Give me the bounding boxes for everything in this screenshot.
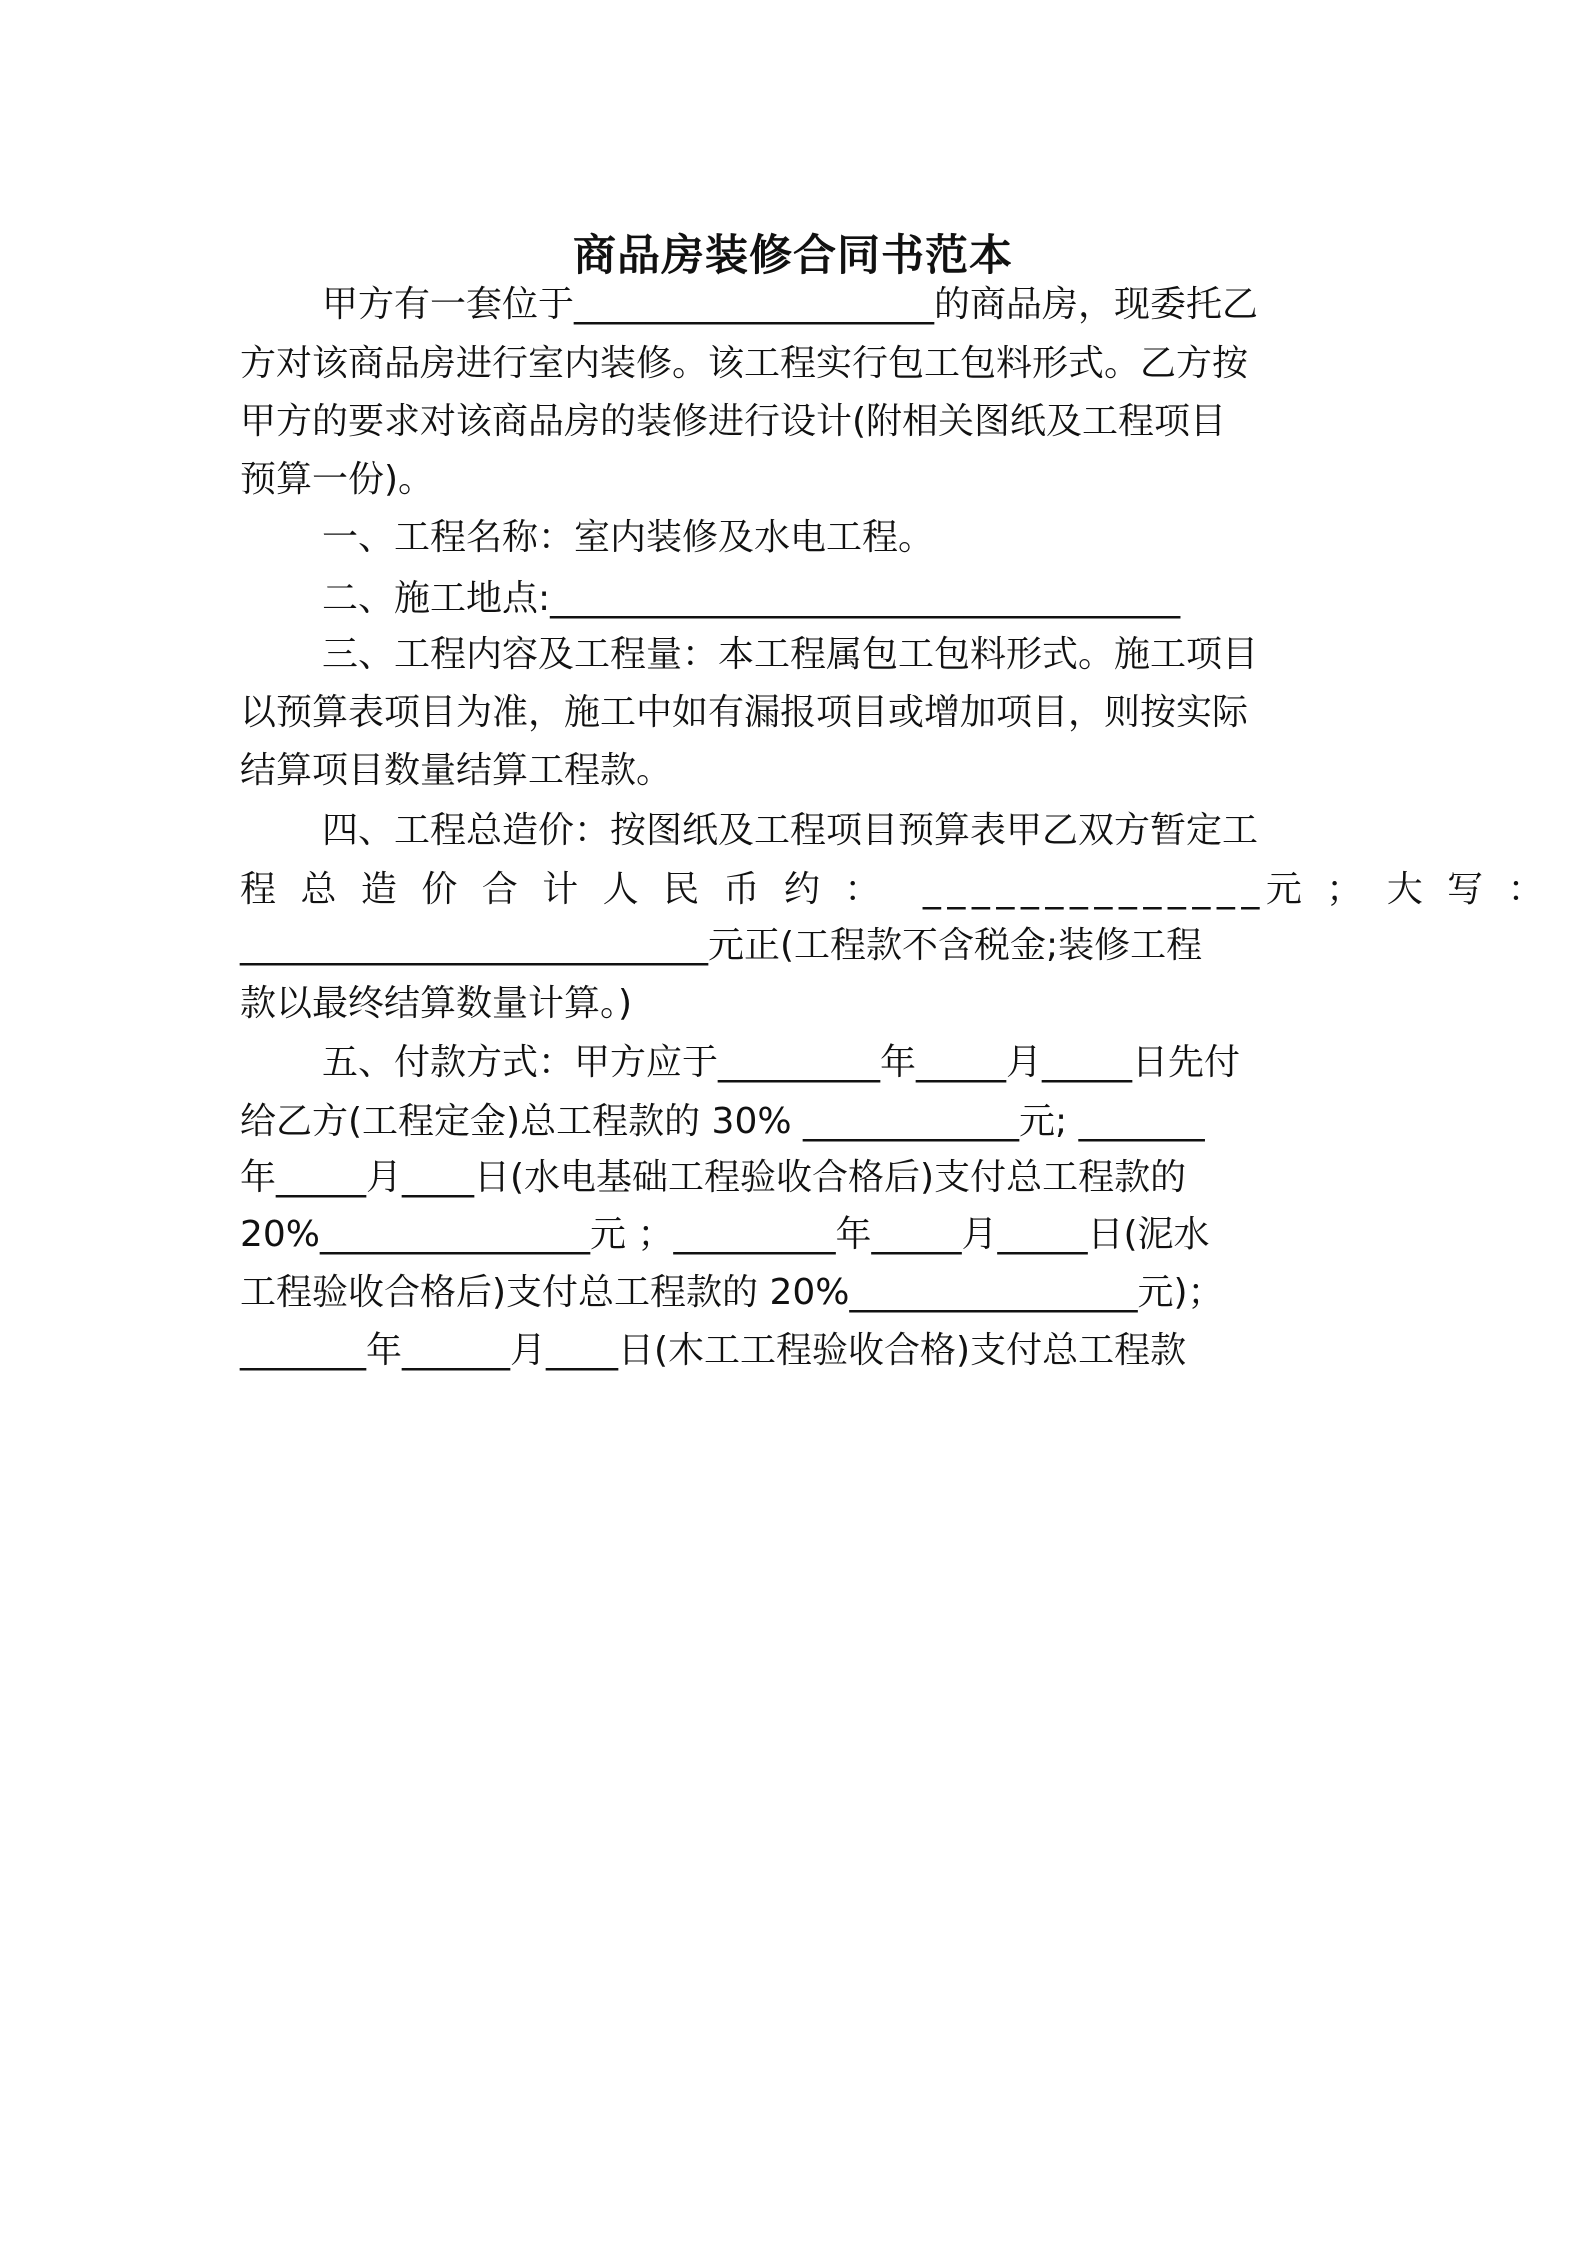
- paragraph-line: 给乙方(工程定金)总工程款的 30% ____________元; _______: [240, 1101, 1205, 1142]
- paragraph-line: 甲方有一套位于____________________的商品房，现委托乙: [322, 284, 1259, 325]
- clause-3-content: 三、工程内容及工程量：本工程属包工包料形式。施工项目: [322, 634, 1259, 675]
- paragraph-line: _______年______月____日(木工工程验收合格)支付总工程款: [240, 1330, 1187, 1371]
- document-title: 商品房装修合同书范本: [573, 231, 1013, 281]
- paragraph-line: 甲方的要求对该商品房的装修进行设计(附相关图纸及工程项目: [240, 401, 1227, 442]
- paragraph-line: 款以最终结算数量计算。): [240, 983, 633, 1024]
- clause-4-total-price: 四、工程总造价：按图纸及工程项目预算表甲乙双方暂定工: [322, 810, 1259, 851]
- paragraph-line: __________________________元正(工程款不含税金;装修工程: [240, 925, 1203, 966]
- paragraph-line: 结算项目数量结算工程款。: [240, 750, 673, 791]
- paragraph-line: 方对该商品房进行室内装修。该工程实行包工包料形式。乙方按: [240, 343, 1249, 384]
- paragraph-line: 以预算表项目为准，施工中如有漏报项目或增加项目，则按实际: [240, 692, 1249, 733]
- clause-2-construction-site: 二、施工地点:___________________________________: [322, 578, 1181, 619]
- paragraph-line: 预算一份)。: [240, 459, 435, 500]
- clause-5-payment: 五、付款方式：甲方应于_________年_____月_____日先付: [322, 1042, 1241, 1083]
- paragraph-line: 工程验收合格后)支付总工程款的 20%________________元)；: [240, 1272, 1224, 1313]
- paragraph-line: 程 总 造 价 合 计 人 民 币 约 ： ______________元 ； 大 写 ：: [240, 869, 1551, 910]
- paragraph-line: 年_____月____日(水电基础工程验收合格后)支付总工程款的: [240, 1157, 1187, 1198]
- clause-1-project-name: 一、工程名称：室内装修及水电工程。: [322, 517, 935, 558]
- paragraph-line: 20%_______________元 ；_________年_____月_____日(泥水: [240, 1214, 1210, 1255]
